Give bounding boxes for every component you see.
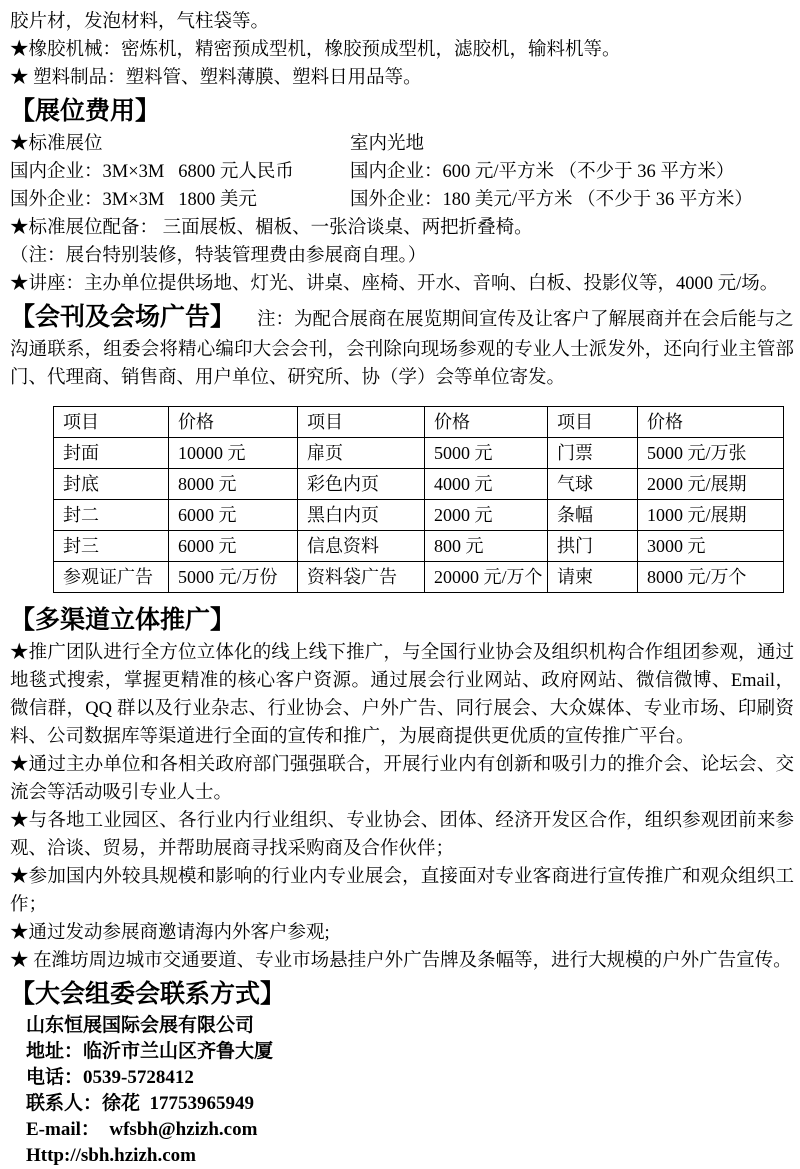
- table-header-cell: 价格: [169, 407, 298, 438]
- table-cell: 气球: [548, 469, 638, 500]
- exhibit-scope-section: [10, 8, 794, 92]
- journal-ads-paragraph: 沟通联系，组委会将精心编印大会会刊，会刊除向现场参观的专业人士派发外，还向行业主管部门、代理商、销售商、用户单位、研究所、协（学）会等单位寄发。: [10, 340, 794, 388]
- table-row: [54, 469, 784, 500]
- booth-price-columns: [10, 130, 794, 214]
- section-heading-journal-ads: 【会刊及会场广告】: [10, 304, 236, 331]
- promotion-paragraph: ★推广团队进行全方位立体化的线上线下推广，与全国行业协会及组织机构合作组团参观，通过地毯式搜索，掌握更精准的核心客户资源。通过展会行业网站、政府网站、微信微博、Email，微信群，QQ 群以及行业杂志、行业协会、户外广告、同行展会、大众媒体、专业市场、印刷资料、公司数据库等渠道进行全面的宣传和推广，为展商提供更优质的宣传推广平台。: [10, 643, 794, 747]
- table-cell: 8000 元: [169, 469, 298, 500]
- ad-price-table: [53, 406, 784, 593]
- raw-space-domestic-price: 国内企业：600 元/平方米 （不少于 36 平方米）: [350, 162, 735, 182]
- intro-line-rubber-machinery: ★橡胶机械：密炼机，精密预成型机，橡胶预成型机，滤胶机，输料机等。: [10, 40, 621, 60]
- table-row: [54, 531, 784, 562]
- table-cell: 信息资料: [298, 531, 425, 562]
- promotion-paragraph: ★参加国内外较具规模和影响的行业内专业展会，直接面对专业客商进行宣传推广和观众组织工作；: [10, 867, 794, 915]
- table-cell: 2000 元: [425, 500, 548, 531]
- journal-ads-heading-row: [10, 302, 794, 336]
- contact-address: 地址：临沂市兰山区齐鲁大厦: [26, 1041, 274, 1062]
- table-cell: 4000 元: [425, 469, 548, 500]
- section-heading-contact: 【大会组委会联系方式】: [10, 981, 286, 1008]
- table-cell: 10000 元: [169, 438, 298, 469]
- lecture-fee-line: ★讲座：主办单位提供场地、灯光、讲桌、座椅、开水、音响、白板、投影仪等，4000 元/场。: [10, 274, 779, 294]
- table-cell: 请柬: [548, 562, 638, 593]
- promotion-section: [10, 639, 794, 975]
- table-header-cell: 价格: [425, 407, 548, 438]
- table-row: [54, 438, 784, 469]
- booth-equipment-line: ★标准展位配备： 三面展板、楣板、一张洽谈桌、两把折叠椅。: [10, 218, 533, 238]
- table-cell: 8000 元/万个: [638, 562, 784, 593]
- intro-line-plastic-products: ★ 塑料制品：塑料管、塑料薄膜、塑料日用品等。: [10, 68, 422, 88]
- table-row: [54, 500, 784, 531]
- booth-note-line: （注：展台特别装修，特装管理费由参展商自理。）: [10, 246, 427, 266]
- table-cell: 条幅: [548, 500, 638, 531]
- contact-section: [10, 1013, 794, 1169]
- standard-booth-title: ★标准展位: [10, 134, 103, 154]
- table-cell: 5000 元/万张: [638, 438, 784, 469]
- promotion-paragraph: ★通过发动参展商邀请海内外客户参观;: [10, 923, 330, 943]
- table-cell: 拱门: [548, 531, 638, 562]
- table-cell: 封二: [54, 500, 169, 531]
- table-header-cell: 项目: [548, 407, 638, 438]
- table-cell: 800 元: [425, 531, 548, 562]
- intro-line-materials: 胶片材，发泡材料，气柱袋等。: [10, 12, 270, 32]
- promotion-paragraph: ★ 在潍坊周边城市交通要道、专业市场悬挂户外广告牌及条幅等，进行大规模的户外广告宣传。: [10, 951, 792, 971]
- table-header-cell: 项目: [54, 407, 169, 438]
- table-cell: 5000 元: [425, 438, 548, 469]
- promotion-paragraph: ★与各地工业园区、各行业内行业组织、专业协会、团体、经济开发区合作，组织参观团前来参观、洽谈、贸易，并帮助展商寻找采购商及合作伙伴；: [10, 811, 794, 859]
- contact-phone: 电话：0539-5728412: [26, 1067, 194, 1088]
- table-cell: 3000 元: [638, 531, 784, 562]
- table-cell: 彩色内页: [298, 469, 425, 500]
- table-header-row: [54, 407, 784, 438]
- table-cell: 5000 元/万份: [169, 562, 298, 593]
- table-cell: 1000 元/展期: [638, 500, 784, 531]
- standard-booth-foreign-price: 国外企业：3M×3M 1800 美元: [10, 190, 257, 210]
- table-cell: 封底: [54, 469, 169, 500]
- table-cell: 封面: [54, 438, 169, 469]
- table-cell: 20000 元/万个: [425, 562, 548, 593]
- table-cell: 扉页: [298, 438, 425, 469]
- standard-booth-domestic-price: 国内企业：3M×3M 6800 元人民币: [10, 162, 294, 182]
- table-cell: 2000 元/展期: [638, 469, 784, 500]
- contact-company-name: 山东恒展国际会展有限公司: [26, 1015, 255, 1036]
- table-cell: 黑白内页: [298, 500, 425, 531]
- section-heading-booth-fees: 【展位费用】: [10, 98, 161, 125]
- table-cell: 参观证广告: [54, 562, 169, 593]
- promotion-paragraph: ★通过主办单位和各相关政府部门强强联合，开展行业内有创新和吸引力的推介会、论坛会、交流会等活动吸引专业人士。: [10, 755, 794, 803]
- table-cell: 门票: [548, 438, 638, 469]
- raw-space-foreign-price: 国外企业：180 美元/平方米 （不少于 36 平方米）: [350, 190, 753, 210]
- table-header-cell: 价格: [638, 407, 784, 438]
- table-cell: 6000 元: [169, 531, 298, 562]
- contact-email: E-mail： wfsbh@hzizh.com: [26, 1119, 258, 1140]
- contact-website: Http://sbh.hzizh.com: [26, 1145, 196, 1166]
- booth-fees-section: [10, 130, 794, 298]
- contact-person: 联系人：徐花 17753965949: [26, 1093, 255, 1114]
- raw-space-title: 室内光地: [350, 134, 425, 154]
- table-row: [54, 562, 784, 593]
- section-heading-promotion: 【多渠道立体推广】: [10, 607, 236, 634]
- journal-ads-note-inline: 注：为配合展商在展览期间宣传及让客户了解展商并在会后能与之: [257, 310, 794, 330]
- table-cell: 6000 元: [169, 500, 298, 531]
- table-header-cell: 项目: [298, 407, 425, 438]
- table-cell: 资料袋广告: [298, 562, 425, 593]
- table-cell: 封三: [54, 531, 169, 562]
